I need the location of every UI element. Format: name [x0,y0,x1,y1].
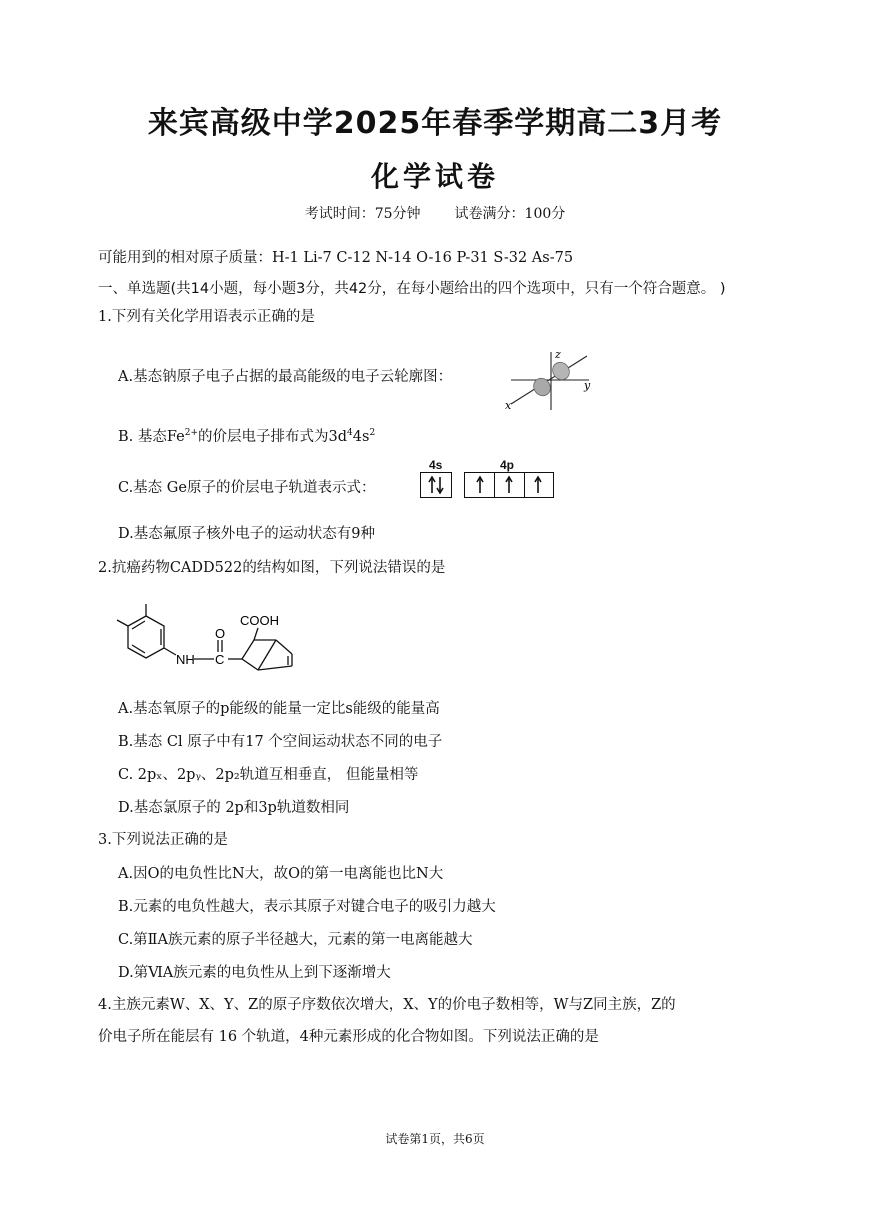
q1-option-a: A.基态钠原子电子占据的最高能级的电子云轮廓图： [118,369,453,385]
q3-option-d: D.第ⅥA族元素的电负性从上到下逐渐增大 [118,965,391,981]
p-orbital-diagram [505,348,597,412]
axis-label-z: z [555,348,561,361]
q2-stem: 2.抗癌药物CADD522的结构如图，下列说法错误的是 [98,560,446,576]
q4-line1: 4.主族元素W、X、Y、Z的原子序数依次增大，X、Y的价电子数相等，W与Z同主族，Z的 [98,997,676,1013]
q3-stem: 3.下列说法正确的是 [98,832,228,848]
axis-label-x: x [505,399,512,412]
struct-label-o: O [215,626,226,641]
exam-title: 来宾高级中学2025年春季学期高二3月考 [147,106,723,141]
exam-subtitle: 化学试卷 [370,160,499,193]
arrow-up-down-icon [421,473,451,497]
q2-option-c: C. 2pₓ、2pᵧ、2p₂轨道互相垂直， 但能量相等 [118,767,419,783]
q3-option-c: C.第ⅡA族元素的原子半径越大，元素的第一电离能越大 [118,932,473,948]
orbital-box-4s [420,472,452,498]
orbital-lobe-back [549,359,572,383]
q3-option-a: A.因O的电负性比N大，故O的第一电离能也比N大 [118,866,444,882]
q2-option-d: D.基态氯原子的 2p和3p轨道数相同 [118,800,350,816]
exam-time: 考试时间：75分钟 [304,206,421,222]
full-score: 试卷满分：100分 [454,206,566,222]
cadd522-structure [108,598,308,678]
ge-orbital-diagram [420,458,554,498]
page-footer: 试卷第1页，共6页 [385,1132,485,1146]
q3-option-b: B.元素的电负性越大，表示其原子对键合电子的吸引力越大 [118,899,496,915]
q1-option-b: B. 基态$Fe^{2+}$的价层电子排布式为$3d^44s^2$ [118,428,376,445]
struct-label-cooh: COOH [240,613,279,628]
orbital-label-4s: 4s [429,458,443,472]
arrow-up-icon [465,473,553,497]
orbital-box-4p [464,472,554,498]
struct-label-c: C [215,652,225,667]
q1-stem: 1.下列有关化学用语表示正确的是 [98,309,315,325]
q1-option-d: D.基态氟原子核外电子的运动状态有9种 [118,526,375,542]
orbital-boxes [420,472,554,498]
axis-label-y: y [584,379,591,392]
section-heading: 一、单选题(共14小题，每小题3分，共42分，在每小题给出的四个选项中，只有一个符合题意。 ) [98,281,726,297]
q2-option-b: B.基态 Cl 原子中有17 个空间运动状态不同的电子 [118,734,443,750]
exam-meta [0,203,870,223]
atomic-mass-note: 可能用到的相对原子质量：H-1 Li-7 C-12 N-14 O-16 P-31 S-32 As-75 [98,250,574,266]
q4-line2: 价电子所在能层有 16 个轨道，4种元素形成的化合物如图。下列说法正确的是 [98,1029,599,1045]
struct-label-nh: NH [176,652,195,667]
orbital-label-4p: 4p [500,458,515,472]
q2-option-a: A.基态氧原子的p能级的能量一定比s能级的能量高 [118,701,440,717]
q1-option-c: C.基态 Ge原子的价层电子轨道表示式： [118,480,376,496]
